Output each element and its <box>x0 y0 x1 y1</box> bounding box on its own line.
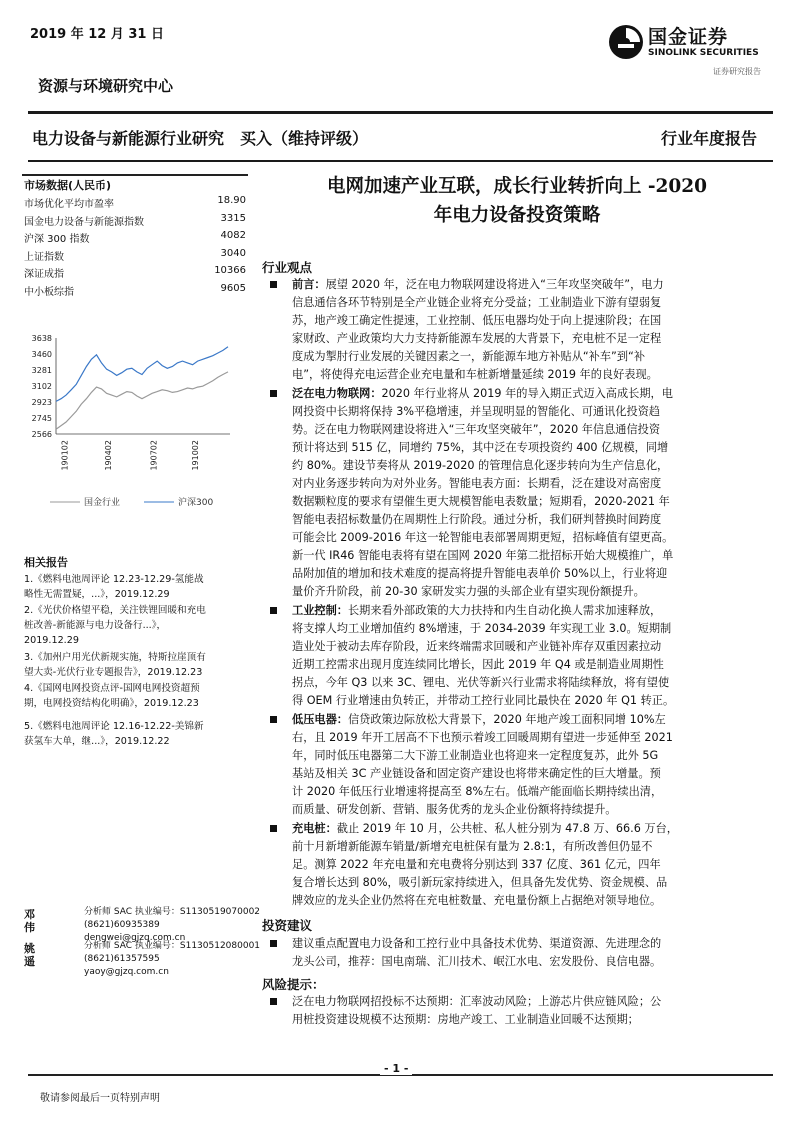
para-line <box>292 801 770 819</box>
market-row <box>24 230 246 245</box>
para-line-text: 基站及相关 3C 产业链设备和固定资产建设也将带来确定性的巨大增量。预 <box>292 767 661 780</box>
para-line <box>292 1011 770 1029</box>
related-report-line: 2.《光伏价格望平稳，关注铁锂回暖和充电 <box>24 605 206 616</box>
market-row <box>24 195 246 210</box>
related-report-item[interactable] <box>24 603 252 648</box>
para-line <box>292 747 770 765</box>
para-line-text: 足。测算 2022 年充电量和充电费将分别达到 337 亿度、361 亿元，四年 <box>292 858 661 871</box>
para-line-text: 建议重点配置电力设备和工控行业中具备技术优势、渠道资源、先进理念的 <box>292 937 662 950</box>
bullet-square-icon <box>270 998 277 1005</box>
para-lead: 低压电器： <box>292 713 348 726</box>
para-line-text: 可能会比 2009-2016 年这一轮智能电表部署周期更短，招标峰值有望更高。 <box>292 531 674 544</box>
para-lead: 充电桩： <box>292 822 337 835</box>
bullet-square-icon <box>270 825 277 832</box>
related-report-item[interactable] <box>24 681 252 711</box>
section-risk: 风险提示： <box>262 977 325 992</box>
research-center: 资源与环境研究中心 <box>38 77 174 95</box>
para-line-text: 近期工控需求出现月度连续同比增长，因此 2019 年 Q4 或是制造业周期性 <box>292 658 664 671</box>
para-line <box>292 330 770 348</box>
bullet-paragraph <box>270 711 770 819</box>
bullet-square-icon <box>270 940 277 947</box>
legend-label: 沪深300 <box>178 498 214 508</box>
analyst-info <box>84 940 274 979</box>
para-line <box>292 366 770 384</box>
para-line-text: 预计将达到 515 亿，同增约 75%，其中泛在专项投资约 400 亿规模，同增 <box>292 441 669 454</box>
bullet-paragraph <box>270 993 770 1029</box>
para-line-text: 而质量、研发创新、营销、服务优秀的龙头企业份额将持续提升。 <box>292 803 617 816</box>
market-row <box>24 265 246 280</box>
bullet-paragraph <box>270 385 770 601</box>
para-line <box>292 620 770 638</box>
related-report-item[interactable] <box>24 572 252 602</box>
section-invest: 投资建议 <box>262 918 313 933</box>
analyst-name: 姚遥 <box>24 942 35 968</box>
bullet-square-icon <box>270 716 277 723</box>
related-report-line: 1.《燃料电池周评论 12.23-12.29-氢能战 <box>24 574 204 585</box>
para-line <box>292 312 770 330</box>
related-report-line: 略性无需置疑，...》，2019.12.29 <box>24 589 170 600</box>
chart-y-tick-label: 3102 <box>31 382 52 391</box>
related-report-line: 期，电网投资结构化明确》，2019.12.23 <box>24 698 199 709</box>
logo-text-en: SINOLINK SECURITIES <box>648 48 759 58</box>
logo-mark-icon <box>608 24 644 60</box>
para-line-text: 泛在电力物联网招投标不达预期：汇率波动风险；上游芯片供应链风险；公 <box>292 995 662 1008</box>
related-report-line: 5.《燃料电池周评论 12.16-12.22-美锦新 <box>24 721 204 732</box>
related-report-item[interactable] <box>24 719 252 749</box>
page-number: - 1 - <box>380 1062 412 1075</box>
related-report-line: 桩改善-新能源与电力设备行...》， <box>24 620 167 631</box>
para-line-text: 展望 2020 年，泛在电力物联网建设将进入“三年攻坚突破年”，电力 <box>325 278 664 291</box>
market-label: 沪深 300 指数 <box>24 234 90 245</box>
para-line <box>292 294 770 312</box>
chart-y-tick-label: 3281 <box>31 366 52 375</box>
para-line <box>292 765 770 783</box>
chart-x-tick-label: 191002 <box>191 440 201 471</box>
market-row <box>24 213 246 228</box>
logo-subtitle: 证券研究报告 <box>713 67 761 76</box>
para-line <box>292 348 770 366</box>
chart-x-tick-label: 190702 <box>149 440 159 471</box>
para-line-text: 龙头公司，推荐：国电南瑞、汇川技术、岷江水电、宏发股份、良信电器。 <box>292 955 662 968</box>
para-line <box>292 439 770 457</box>
para-line-text: 复合增长达到 80%，吸引新玩家持续进入，但具备先发优势、资金规模、品 <box>292 876 668 889</box>
section-views: 行业观点 <box>262 260 313 275</box>
para-line-text: 前十月新增新能源车销量/新增充电桩保有量为 2.8:1，有所改善但仍显不 <box>292 840 653 853</box>
para-line-text: 量价齐升阶段，前 20-30 家研发实力强的头部企业有望实现份额提升。 <box>292 585 645 598</box>
band-rule <box>28 160 773 162</box>
para-line <box>292 892 770 910</box>
chart-y-tick-label: 2566 <box>31 430 52 439</box>
bullet-square-icon <box>270 390 277 397</box>
para-line <box>292 457 770 475</box>
header-band <box>28 118 773 156</box>
para-line <box>292 475 770 493</box>
para-line-text: 度成为掣肘行业发展的关键因素之一，新能源车地方补贴从“补车”到“补 <box>292 350 646 363</box>
para-line-text: 计 2020 年低压行业增速将提高至 8%左右。低端产能面临长期持续出清， <box>292 785 663 798</box>
para-line <box>292 874 770 892</box>
para-line-text: 拐点，今年 Q3 以来 3C、锂电、光伏等新兴行业需求将陆续释放，将有望使 <box>292 676 670 689</box>
para-line <box>292 953 770 971</box>
bullet-paragraph <box>270 276 770 384</box>
para-line-text: 新一代 IR46 智能电表将有望在国网 2020 年第二批招标开始大规模推广，单 <box>292 549 674 562</box>
related-report-line: 4.《国网电网投资点评-国网电网投资超预 <box>24 683 200 694</box>
para-line <box>292 421 770 439</box>
para-line-text: 势。泛在电力物联网建设将进入“三年攻坚突破年”，2020 年信息通信投资 <box>292 423 661 436</box>
para-lead: 工业控制： <box>292 604 348 617</box>
chart-series-line <box>56 347 228 402</box>
para-line-text: 右，且 2019 年开工居高不下也预示着竣工回暖周期有望进一步延伸至 2021 <box>292 731 673 744</box>
para-line <box>292 565 770 583</box>
chart-x-tick-label: 190102 <box>60 440 70 471</box>
para-line-text: 网投资中长期将保持 3%平稳增速，并呈现明显的智能化、可通讯化投资趋 <box>292 405 661 418</box>
bullet-paragraph <box>270 935 770 971</box>
main-title <box>262 172 772 230</box>
para-line-text: 品附加值的增加和技术难度的提高将提升智能电表单价 50%以上，行业将迎 <box>292 567 668 580</box>
analyst-info-line: 分析师 SAC 执业编号：S1130512080001 <box>84 941 261 951</box>
report-type: 行业年度报告 <box>660 129 757 148</box>
related-report-item[interactable] <box>24 650 252 680</box>
legend-label: 国金行业 <box>84 498 121 508</box>
market-value: 4082 <box>220 230 246 241</box>
market-value: 10366 <box>214 265 246 276</box>
header-rule <box>28 111 773 114</box>
chart-series-line <box>56 372 228 429</box>
para-line-text: 造业处于被动去库存阶段，近来终端需求回暖和产业链补库存双重因素拉动 <box>292 640 662 653</box>
market-label: 国金电力设备与新能源指数 <box>24 216 144 228</box>
market-label: 上证指数 <box>24 251 64 263</box>
chart-x-tick-label: 190402 <box>104 440 114 471</box>
para-line-text: 对内业务逐步转向为对外业务。智能电表方面：长期看，泛在建设对高密度 <box>292 477 662 490</box>
para-line <box>292 993 770 1011</box>
chart-y-tick-label: 3460 <box>31 350 52 359</box>
para-line <box>292 493 770 511</box>
disclaimer: 敬请参阅最后一页特别声明 <box>40 1093 160 1104</box>
market-label: 市场优化平均市盈率 <box>24 199 114 210</box>
market-value: 3040 <box>220 247 246 259</box>
para-line <box>292 729 770 747</box>
para-line-text: 数据颗粒度的要求有望催生更大规模智能电表数量；短期看，2020-2021 年 <box>292 495 670 508</box>
para-line <box>292 547 770 565</box>
title-line: 年电力设备投资策略 <box>433 205 601 226</box>
para-line <box>292 935 770 953</box>
market-row <box>24 248 246 263</box>
logo-text-cn: 国金证券 <box>648 26 729 48</box>
para-line <box>292 385 770 403</box>
analyst-name: 邓伟 <box>24 908 35 934</box>
company-logo <box>608 20 768 72</box>
chart-y-tick-label: 3638 <box>31 334 52 343</box>
para-line-text: 用桩投资建设规模不达预期：房地产竣工、工业制造业回暖不达预期； <box>292 1013 639 1026</box>
analyst-info-line[interactable]: dengwei@gjzq.com.cn <box>84 933 186 943</box>
chart-y-tick-label: 2745 <box>31 414 52 423</box>
sidebar-rule <box>22 174 248 176</box>
market-row <box>24 283 246 298</box>
para-line <box>292 276 770 294</box>
para-line <box>292 674 770 692</box>
related-report-line: 3.《加州户用光伏新规实施，特斯拉崖顶有 <box>24 652 206 663</box>
market-label: 深证成指 <box>24 269 64 280</box>
para-line <box>292 692 770 710</box>
related-heading: 相关报告 <box>24 556 68 569</box>
bullet-paragraph <box>270 602 770 710</box>
para-line-text: 长期来看外部政策的大力扶持和内生自动化换人需求加速释放， <box>347 604 662 617</box>
para-line-text: 约 80%。建设节奏将从 2019-2020 的管理信息化逐步转向为生产信息化， <box>292 459 669 472</box>
para-line-text: 得 OEM 行业增速由负转正，并带动工控行业同比最快在 2020 年 Q1 转正。 <box>292 694 675 707</box>
para-line <box>292 403 770 421</box>
para-line <box>292 783 770 801</box>
bullet-paragraph <box>270 820 770 910</box>
para-line <box>292 511 770 529</box>
chart-y-tick-label: 2923 <box>31 398 52 407</box>
para-line <box>292 602 770 620</box>
para-line-text: 家财政、产业政策均大力支持新能源车发展的大背景下，充电桩不足一定程 <box>292 332 662 345</box>
para-line-text: 2020 年行业将从 2019 年的导入期正式迈入高成长期，电 <box>381 387 673 400</box>
para-line-text: 牌效应的龙头企业仍然将在充电桩数量、充电量份额上占据绝对领导地位。 <box>292 894 662 907</box>
para-lead: 泛在电力物联网： <box>292 387 382 400</box>
para-line <box>292 856 770 874</box>
para-line <box>292 583 770 601</box>
market-value: 18.90 <box>217 195 246 206</box>
related-report-line: 获氢车大单，继...》，2019.12.22 <box>24 736 170 747</box>
market-label: 中小板综指 <box>24 286 74 298</box>
related-report-line: 2019.12.29 <box>24 635 79 646</box>
related-report-line: 望大卖-光伏行业专题报告》，2019.12.23 <box>24 667 203 678</box>
title-line: 电网加速产业互联，成长行业转折向上 -2020 <box>326 176 708 197</box>
band-title: 电力设备与新能源行业研究 买入（维持评级） <box>32 129 369 148</box>
analyst-info-line[interactable]: yaoy@gjzq.com.cn <box>84 967 169 977</box>
market-heading: 市场数据(人民币) <box>24 179 112 192</box>
para-line-text: 电”，将使得充电运营企业充电量和车桩新增量延续 2019 年的良好表现。 <box>292 368 658 381</box>
para-line <box>292 638 770 656</box>
para-line-text: 智能电表招标数量仍在周期性上行阶段。通过分析，我们研判替换时间跨度 <box>292 513 662 526</box>
para-line-text: 将支撑人均工业增加值约 8%增速，于 2034-2039 年实现工业 3.0。短期制 <box>292 622 672 635</box>
analyst-info-line: (8621)61357595 <box>84 954 160 964</box>
para-line <box>292 529 770 547</box>
market-value: 3315 <box>220 212 246 224</box>
para-line-text: 信贷政策边际放松大背景下，2020 年地产竣工面积同增 10%左 <box>347 713 666 726</box>
para-lead: 前言： <box>292 278 326 291</box>
para-line-text: 苏，地产竣工确定性提速，工业控制、低压电器均处于向上提速阶段；在国 <box>292 314 662 327</box>
analyst-info-line: (8621)60935389 <box>84 920 160 930</box>
para-line <box>292 711 770 729</box>
bullet-square-icon <box>270 281 277 288</box>
analyst-info-line: 分析师 SAC 执业编号：S1130519070002 <box>84 907 261 917</box>
index-line-chart <box>22 330 240 520</box>
para-line <box>292 656 770 674</box>
report-date: 2019 年 12 月 31 日 <box>30 27 164 42</box>
para-line-text: 信息通信各环节特别是全产业链企业将充分受益；工业制造业下游有望弱复 <box>292 296 662 309</box>
para-line <box>292 838 770 856</box>
para-line-text: 截止 2019 年 10 月，公共桩、私人桩分别为 47.8 万、66.6 万台， <box>336 822 678 835</box>
para-line <box>292 820 770 838</box>
market-value: 9605 <box>220 282 246 294</box>
bullet-square-icon <box>270 607 277 614</box>
para-line-text: 年，同时低压电器第二大下游工业制造业也将迎来一定程度复苏，此外 5G <box>292 749 659 762</box>
